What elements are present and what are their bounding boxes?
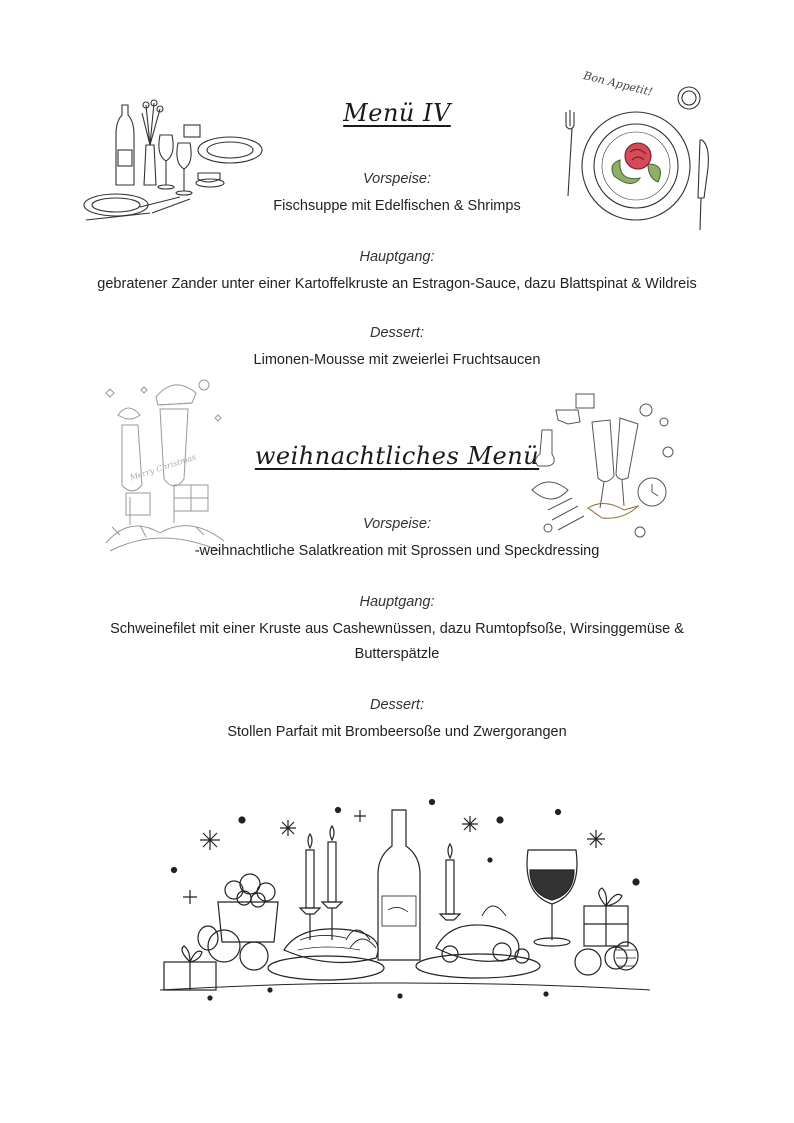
course-text-main: gebratener Zander unter einer Kartoffelkruste an Estragon-Sauce, dazu Blattspinat & Wildreis [97, 276, 697, 292]
course-text-dessert: Limonen-Mousse mit zweierlei Fruchtsaucen [253, 352, 541, 368]
christmas-course-label-dessert: Dessert: [370, 697, 424, 713]
christmas-course-label-main: Hauptgang: [359, 594, 435, 610]
merry-christmas-script: Merry Christmas [128, 452, 198, 483]
christmas-course-text-main: Schweinefilet mit einer Kruste aus Cashewnüssen, dazu Rumtopfsoße, Wirsinggemüse & Butterspätzle [110, 621, 684, 662]
bon-appetit-script: Bon Appetit! [582, 69, 654, 99]
menu-title-iv: Menü IV [343, 99, 451, 127]
course-label-dessert: Dessert: [370, 325, 424, 341]
christmas-course-label-starter: Vorspeise: [363, 516, 431, 532]
course-label-starter: Vorspeise: [363, 171, 431, 187]
christmas-course-text-dessert: Stollen Parfait mit Brombeersoße und Zwergorangen [227, 724, 567, 740]
menu-title-christmas: weihnachtliches Menü [254, 442, 540, 470]
festive-table-illustration [150, 790, 660, 1010]
course-text-starter: Fischsuppe mit Edelfischen & Shrimps [273, 198, 521, 214]
christmas-course-text-starter: -weihnachtliche Salatkreation mit Sprossen und Speckdressing [194, 543, 600, 559]
course-label-main: Hauptgang: [359, 249, 435, 265]
